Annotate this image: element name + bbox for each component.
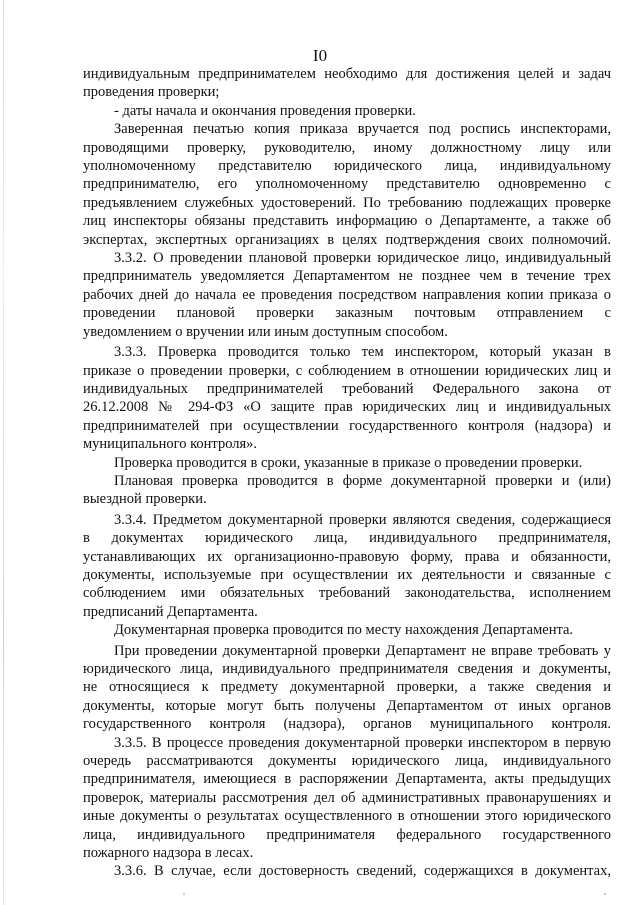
text-line: документы, которые могут быть получены Департаментом от иных органов — [83, 697, 611, 714]
text-line: не относящиеся к предмету документарной проверки, а также сведения и — [83, 679, 611, 696]
text-line: очередь рассматриваются документы юридического лица, индивидуального — [83, 753, 611, 770]
paragraph — [83, 102, 611, 120]
text-line: устанавливающих их организационно-правовую форму, права и обязанности, — [83, 548, 611, 565]
paragraph — [83, 65, 611, 102]
text-line: рабочих дней до начала ее проведения посредством направления копии приказа о — [83, 286, 611, 303]
paragraph — [83, 511, 611, 621]
text-line: предприниматель уведомляется Департаментом не позднее чем в течение трех — [83, 268, 611, 285]
document-body — [83, 65, 611, 881]
text-line: Плановая проверка проводится в форме документарной проверки и (или) — [114, 472, 611, 489]
text-line: соблюдением ими обязательных требований законодательства, исполнением — [83, 585, 611, 602]
text-line: Проверка проводится в сроки, указанные в приказе о проведении проверки. — [114, 454, 583, 471]
text-line: 3.3.3. Проверка проводится только тем инспектором, который указан в — [114, 344, 611, 361]
page-number: I0 — [312, 46, 328, 65]
text-line: При проведении документарной проверки Департамент не вправе требовать у — [114, 642, 611, 659]
paragraph — [83, 120, 611, 249]
text-line: 3.3.5. В процессе проведения документарной проверки инспектором в первую — [114, 734, 611, 751]
text-line: уведомлением о вручении или иным доступным способом. — [83, 323, 448, 340]
text-line: лиц инспекторы обязаны представить информацию о Департаменте, а также об — [83, 213, 611, 230]
text-line: экспертах, экспертных организациях в целях подтверждения своих полномочий. — [83, 231, 611, 248]
paragraph — [83, 642, 611, 734]
text-line: пожарного надзора в лесах. — [83, 845, 254, 862]
text-line: проведении плановой проверки заказным почтовым отправлением с — [83, 305, 611, 322]
paragraph — [83, 472, 611, 509]
text-line: предпринимателей при осуществлении государственного контроля (надзора) и — [83, 417, 611, 434]
text-line: лица, индивидуального предпринимателя федерального государственного — [83, 826, 611, 843]
text-line: предписаний Департамента. — [83, 603, 258, 620]
text-line: 3.3.2. О проведении плановой проверки юридическое лицо, индивидуальный — [114, 250, 611, 267]
paragraph — [83, 862, 611, 880]
text-line: предпринимателю, его уполномоченному представителю одновременно с — [83, 176, 611, 193]
text-line: документы, используемые при осуществлении их деятельности и связанные с — [83, 566, 611, 583]
text-line: 3.3.6. В случае, если достоверность сведений, содержащихся в документах, — [114, 863, 611, 880]
text-line: предпринимателя, имеющиеся в распоряжении Департамента, акты предыдущих — [83, 771, 611, 788]
text-line: - даты начала и окончания проведения проверки. — [114, 102, 416, 119]
text-line: проводящими проверку, руководителю, иному должностному лицу или — [83, 139, 611, 156]
scan-edge-shadow — [3, 0, 4, 905]
text-line: выездной проверки. — [83, 491, 207, 508]
scan-speck — [604, 893, 606, 895]
text-line: государственного контроля (надзора), органов муниципального контроля. — [83, 716, 611, 733]
paragraph — [83, 249, 611, 341]
text-line: юридического лица, индивидуального предпринимателя сведения и документы, — [83, 661, 611, 677]
text-line: проверок, материалы рассмотрения дел об административных правонарушениях и — [83, 789, 611, 806]
paragraph — [83, 454, 611, 472]
text-line: приказе о проведении проверки, с соблюдением в отношении юридических лиц и — [83, 362, 611, 379]
text-line: индивидуальным предпринимателем необходимо для достижения целей и задач — [83, 66, 611, 82]
text-line: муниципального контроля». — [83, 436, 258, 453]
text-line: Заверенная печатью копия приказа вручается под роспись инспекторами, — [114, 121, 611, 138]
paragraph — [83, 343, 611, 453]
text-line: 26.12.2008 № 294-ФЗ «О защите прав юридических лиц и индивидуальных — [83, 399, 611, 416]
text-line: иные документы о результатах осуществленного в отношении этого юридического — [83, 808, 611, 825]
scan-speck — [183, 893, 185, 895]
text-line: Документарная проверка проводится по месту нахождения Департамента. — [114, 622, 574, 639]
paragraph — [83, 734, 611, 863]
text-line: проведения проверки; — [83, 84, 220, 101]
text-line: предъявлением служебных удостоверений. По требованию подлежащих проверке — [83, 194, 611, 211]
text-line: уполномоченному представителю юридического лица, индивидуальному — [83, 158, 611, 175]
text-line: в документах юридического лица, индивидуального предпринимателя, — [83, 530, 611, 547]
text-line: 3.3.4. Предметом документарной проверки являются сведения, содержащиеся — [114, 511, 611, 528]
text-line: индивидуальных предпринимателей требований Федерального закона от — [83, 380, 611, 397]
paragraph — [83, 621, 611, 639]
